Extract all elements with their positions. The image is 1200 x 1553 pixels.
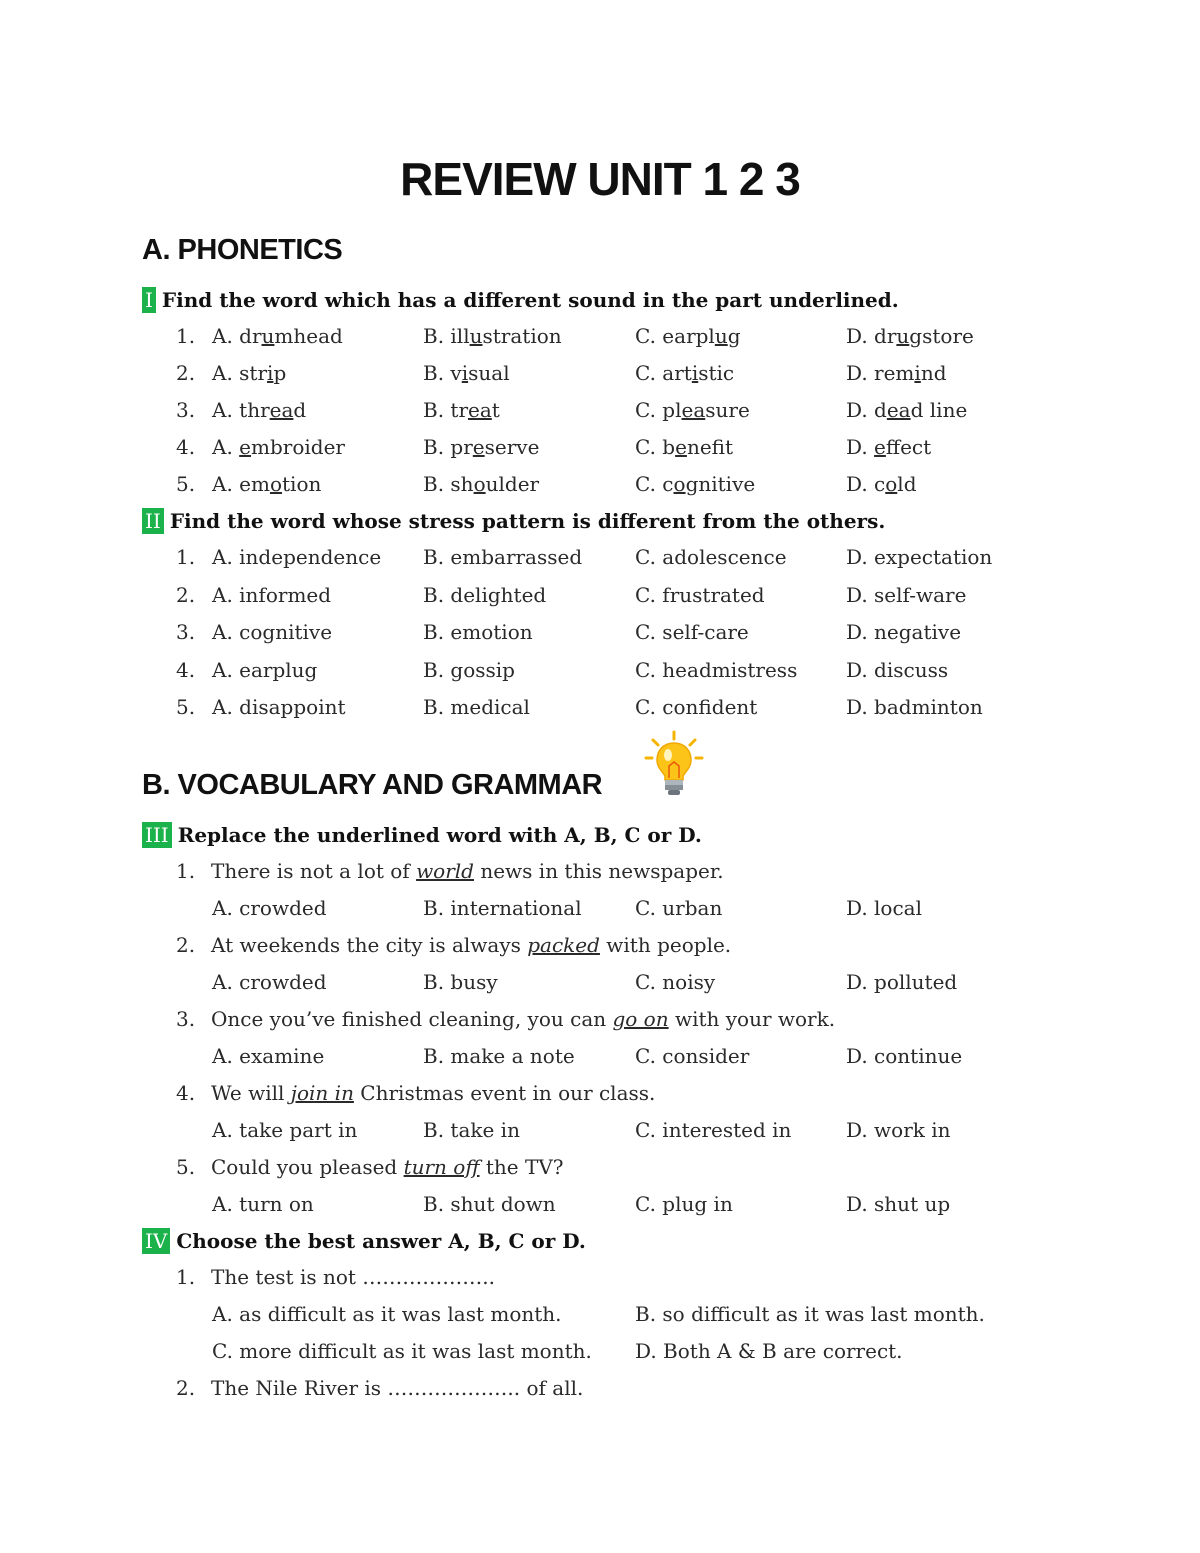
option-text: tion — [282, 472, 322, 496]
option-text: ffect — [885, 435, 932, 459]
option-text: B. pr — [423, 435, 473, 459]
stem-text: the TV? — [479, 1155, 564, 1179]
stem-text: with your work. — [668, 1007, 836, 1031]
question-number: 3. — [176, 398, 196, 422]
underlined-sound: ea — [886, 398, 911, 422]
answer-option-a: A. crowded — [212, 970, 327, 994]
option-text: nefit — [686, 435, 734, 459]
question-row — [0, 933, 1200, 967]
option-text: B. tr — [423, 398, 469, 422]
task-instruction-text: Find the word whose stress pattern is different from the others. — [169, 509, 886, 533]
question-stem — [211, 933, 731, 957]
answer-option-c — [635, 435, 733, 459]
option-text: nd — [920, 361, 947, 385]
answer-option-d: D. badminton — [846, 695, 983, 719]
question-row — [0, 859, 1200, 893]
option-text: mbroider — [251, 435, 345, 459]
answer-option-c: C. plug in — [635, 1192, 733, 1216]
question-number: 1. — [176, 545, 196, 569]
option-text: B. sh — [423, 472, 474, 496]
option-text: C. c — [635, 472, 674, 496]
underlined-sound: e — [472, 435, 485, 459]
answer-option-b: B. gossip — [423, 657, 515, 682]
underlined-sound: i — [691, 361, 699, 385]
question-stem — [211, 1081, 655, 1105]
underlined-sound: o — [885, 472, 898, 496]
underlined-sound: e — [874, 435, 886, 459]
option-text: gstore — [909, 324, 974, 348]
answer-option-d: D. expectation — [846, 545, 993, 569]
answer-option-b: B. emotion — [423, 620, 533, 644]
question-number: 4. — [176, 657, 196, 682]
option-text: d — [293, 398, 307, 422]
option-text: ld — [897, 472, 917, 496]
underlined-word: packed — [527, 933, 600, 957]
option-text: A. str — [212, 361, 268, 385]
stem-text: There is not a lot of — [211, 859, 417, 883]
section-heading-vocabulary: B. VOCABULARY AND GRAMMAR — [142, 769, 603, 801]
lightbulb-icon — [644, 730, 704, 800]
option-text: A. em — [212, 472, 270, 496]
option-text: stration — [482, 324, 562, 348]
answer-option-a: A. turn on — [212, 1192, 314, 1216]
option-text: d line — [910, 398, 968, 422]
question-number: 4. — [176, 435, 196, 459]
option-text: D. rem — [846, 361, 915, 385]
answer-option-d — [846, 435, 931, 459]
answer-option-c: C. frustrated — [635, 582, 765, 607]
task-number-badge: II — [142, 508, 164, 534]
answer-option-c — [635, 472, 755, 496]
stem-text: news in this newspaper. — [473, 859, 724, 883]
underlined-sound: e — [239, 435, 252, 459]
option-text: A. dr — [212, 324, 262, 348]
stem-text: At weekends the city is always — [211, 933, 528, 957]
answer-option-b: B. shut down — [423, 1192, 556, 1216]
answer-option-a: A. cognitive — [212, 620, 333, 644]
answer-option-b: B. delighted — [423, 582, 547, 607]
answer-option-b: B. international — [423, 896, 582, 920]
underlined-word: go on — [612, 1007, 669, 1031]
answer-option-d — [846, 472, 917, 496]
answer-option-d: D. work in — [846, 1118, 951, 1142]
question-row — [0, 1007, 1200, 1041]
answer-option-b: B. busy — [423, 970, 498, 994]
question-row — [0, 583, 1200, 617]
question-row — [0, 695, 1200, 729]
task-instruction-text: Find the word which has a different sound in the part underlined. — [161, 288, 899, 312]
question-stem: The test is not ……………….. — [211, 1265, 495, 1289]
answer-option-b: B. embarrassed — [423, 545, 583, 569]
answer-option-a — [212, 398, 306, 422]
task-number-badge: IV — [142, 1228, 170, 1254]
answer-row — [0, 1192, 1200, 1226]
answer-option-c: C. self-care — [635, 620, 749, 644]
question-number: 2. — [176, 361, 196, 385]
option-text: C. art — [635, 361, 692, 385]
underlined-sound: o — [673, 472, 686, 496]
option-text: B. ill — [423, 324, 470, 348]
answer-option-c: C. more difficult as it was last month. — [212, 1339, 592, 1363]
question-row — [0, 435, 1200, 469]
underlined-sound: u — [896, 324, 910, 348]
answer-row — [0, 1339, 1200, 1373]
underlined-sound: o — [473, 472, 486, 496]
answer-option-c: C. confident — [635, 695, 758, 719]
underlined-sound: i — [267, 361, 274, 385]
question-row — [0, 361, 1200, 395]
task-number-badge: I — [142, 287, 156, 313]
answer-option-c: C. urban — [635, 896, 723, 920]
question-number: 3. — [176, 620, 196, 644]
task-instruction-4 — [142, 1228, 586, 1254]
task-instruction-text: Choose the best answer A, B, C or D. — [176, 1229, 586, 1253]
option-text: p — [273, 361, 287, 385]
question-row — [0, 398, 1200, 432]
section-heading-phonetics: A. PHONETICS — [142, 234, 343, 266]
answer-option-a: A. earplug — [212, 657, 318, 682]
answer-option-c — [635, 361, 734, 385]
answer-option-b: B. so difficult as it was last month. — [635, 1302, 985, 1326]
answer-option-c — [635, 398, 750, 422]
answer-option-d: D. polluted — [846, 970, 958, 994]
option-text: t — [491, 398, 500, 422]
underlined-sound: ea — [468, 398, 492, 422]
answer-option-d: D. continue — [846, 1044, 963, 1068]
stem-text: We will — [211, 1081, 291, 1105]
question-number: 3. — [176, 1007, 196, 1031]
stem-text: with people. — [599, 933, 732, 957]
option-text: sual — [468, 361, 510, 385]
underlined-sound: ea — [681, 398, 706, 422]
question-row — [0, 1376, 1200, 1410]
option-text: A. thr — [212, 398, 270, 422]
underlined-word: join in — [290, 1081, 354, 1105]
option-text: D. c — [846, 472, 886, 496]
option-text: A. — [212, 435, 240, 459]
question-stem — [211, 1007, 835, 1031]
underlined-word: world — [416, 859, 474, 883]
option-text: gnitive — [685, 472, 756, 496]
question-row — [0, 472, 1200, 506]
underlined-sound: u — [469, 324, 483, 348]
answer-option-a: A. take part in — [212, 1118, 358, 1142]
answer-option-a — [212, 472, 321, 496]
answer-option-b: B. take in — [423, 1118, 520, 1142]
answer-option-b: B. make a note — [423, 1044, 575, 1068]
underlined-sound: e — [675, 435, 687, 459]
answer-option-a: A. disappoint — [212, 695, 346, 719]
answer-option-a: A. as difficult as it was last month. — [212, 1302, 562, 1326]
option-text: sure — [705, 398, 750, 422]
answer-option-a: A. informed — [212, 582, 332, 607]
answer-option-d: D. negative — [846, 620, 962, 644]
answer-option-d: D. local — [846, 896, 922, 920]
option-text: serve — [484, 435, 540, 459]
answer-option-b — [423, 472, 539, 496]
answer-option-c: C. noisy — [635, 970, 716, 994]
question-number: 5. — [176, 1155, 196, 1179]
stem-text: Once you’ve finished cleaning, you can — [211, 1007, 613, 1031]
question-number: 1. — [176, 324, 196, 348]
answer-option-d: D. shut up — [846, 1192, 951, 1216]
answer-option-a: A. examine — [212, 1044, 325, 1068]
option-text: D. d — [846, 398, 887, 422]
answer-row — [0, 1118, 1200, 1152]
answer-option-c: C. consider — [635, 1044, 750, 1068]
question-number: 4. — [176, 1081, 196, 1105]
option-text: mhead — [274, 324, 343, 348]
underlined-word: turn off — [403, 1155, 480, 1179]
question-row — [0, 1155, 1200, 1189]
answer-option-c: C. interested in — [635, 1118, 792, 1142]
option-text: C. b — [635, 435, 676, 459]
answer-option-b — [423, 324, 562, 348]
question-number: 2. — [176, 933, 196, 957]
question-row — [0, 545, 1200, 579]
underlined-sound: u — [714, 324, 728, 348]
option-text: stic — [698, 361, 735, 385]
answer-option-d — [846, 324, 974, 348]
answer-option-b — [423, 435, 539, 459]
task-instruction-3 — [142, 822, 702, 848]
answer-option-d — [846, 398, 967, 422]
task-instruction-1 — [142, 287, 899, 313]
question-number: 1. — [176, 859, 196, 883]
option-text: B. v — [423, 361, 462, 385]
option-text: D. dr — [846, 324, 897, 348]
question-stem — [211, 1155, 564, 1179]
answer-option-b — [423, 398, 500, 422]
option-text: D. — [846, 435, 875, 459]
question-row — [0, 1265, 1200, 1299]
answer-option-d: D. self-ware — [846, 582, 967, 607]
underlined-sound: ea — [269, 398, 294, 422]
option-text: C. earpl — [635, 324, 715, 348]
stem-text: Christmas event in our class. — [353, 1081, 656, 1105]
question-row — [0, 658, 1200, 692]
question-stem — [211, 859, 724, 883]
stem-text: Could you pleased — [211, 1155, 404, 1179]
question-row — [0, 1081, 1200, 1115]
underlined-sound: i — [461, 361, 469, 385]
task-instruction-text: Replace the underlined word with A, B, C or D. — [177, 823, 702, 847]
answer-option-a — [212, 435, 345, 459]
answer-option-d — [846, 361, 947, 385]
option-text: ulder — [485, 472, 540, 496]
answer-option-b — [423, 361, 510, 385]
answer-row — [0, 896, 1200, 930]
answer-row — [0, 970, 1200, 1004]
answer-option-d: D. Both A & B are correct. — [635, 1339, 903, 1363]
answer-row — [0, 1044, 1200, 1078]
answer-option-d: D. discuss — [846, 657, 949, 682]
task-instruction-2 — [142, 508, 885, 534]
option-text: C. pl — [635, 398, 682, 422]
answer-row — [0, 1302, 1200, 1336]
answer-option-c: C. headmistress — [635, 657, 798, 682]
page-title: REVIEW UNIT 1 2 3 — [400, 153, 800, 205]
question-number: 1. — [176, 1265, 196, 1289]
question-stem: The Nile River is ……………….. of all. — [211, 1376, 584, 1400]
question-row — [0, 324, 1200, 358]
question-row — [0, 620, 1200, 654]
option-text: g — [727, 324, 741, 348]
underlined-sound: o — [269, 472, 283, 496]
answer-option-c — [635, 324, 741, 348]
question-number: 5. — [176, 695, 196, 719]
underlined-sound: i — [914, 361, 921, 385]
answer-option-a — [212, 361, 286, 385]
answer-option-a — [212, 324, 343, 348]
task-number-badge: III — [142, 822, 172, 848]
underlined-sound: u — [261, 324, 275, 348]
answer-option-a: A. independence — [212, 545, 382, 569]
answer-option-b: B. medical — [423, 695, 530, 719]
answer-option-a: A. crowded — [212, 896, 327, 920]
question-number: 5. — [176, 472, 196, 496]
question-number: 2. — [176, 1376, 196, 1400]
question-number: 2. — [176, 582, 196, 607]
answer-option-c: C. adolescence — [635, 545, 787, 569]
